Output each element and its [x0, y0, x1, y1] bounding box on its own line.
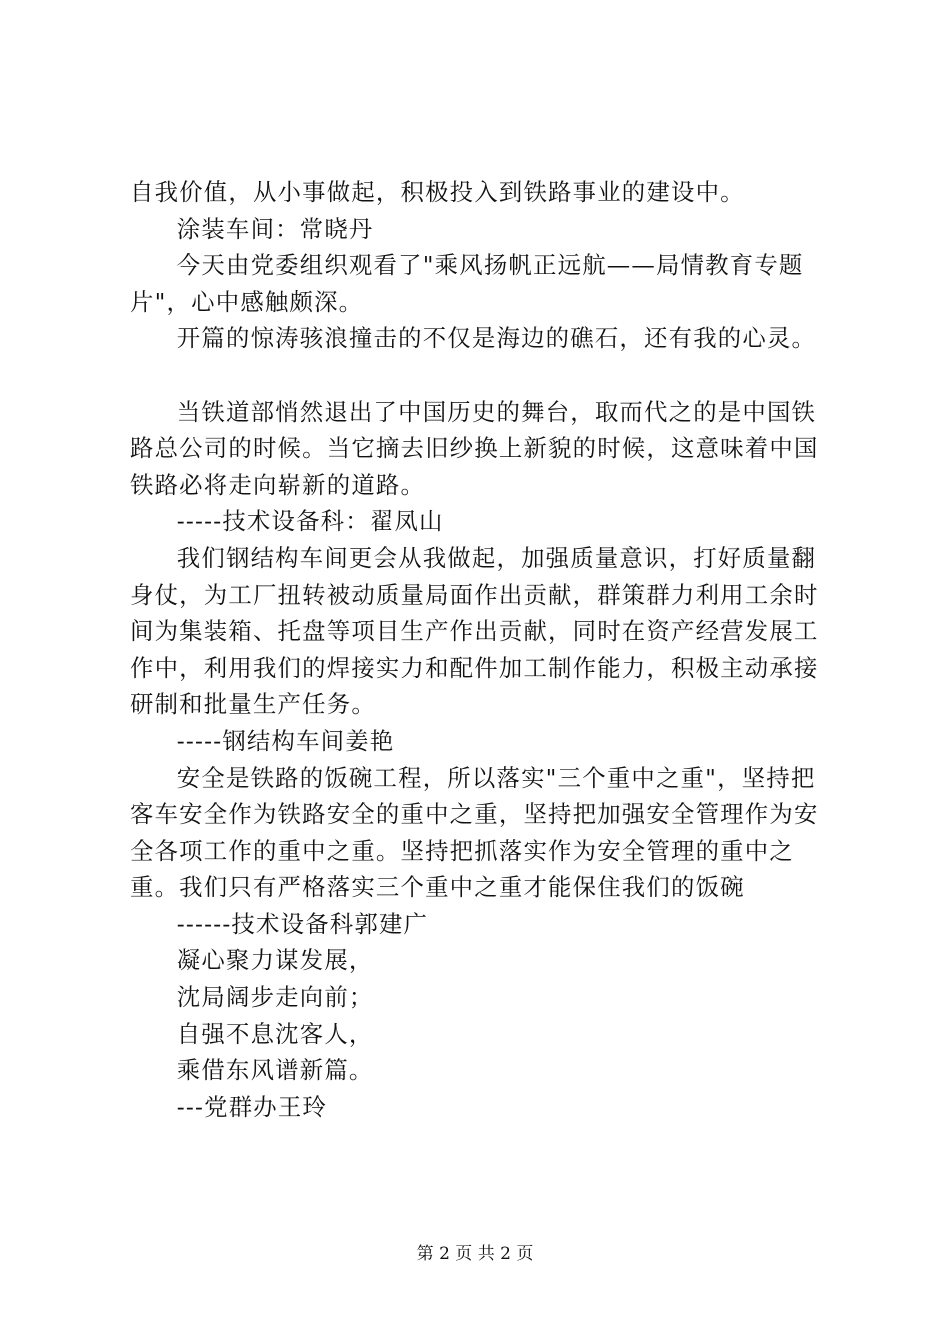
paragraph-intro-continuation: 自我价值，从小事做起，积极投入到铁路事业的建设中。 [130, 178, 745, 206]
poem-line-4: 乘借东风谱新篇。 [176, 1056, 374, 1085]
document-body [130, 174, 830, 1125]
poem-line-2: 沈局阔步走向前； [176, 983, 374, 1012]
blank-line [130, 357, 830, 394]
page-number-footer: 第 2 页 共 2 页 [416, 1244, 534, 1264]
paragraph-steel-workshop: 我们钢结构车间更会从我做起，加强质量意识，打好质量翻身仗，为工厂扭转被动质量局面作出贡献，群策群力利用工余时间为集装箱、托盘等项目生产作出贡献，同时在资产经营发展工作中，利用我们的焊接实力和配件加工制作能力，积极主动承接研制和批量生产任务。 [130, 543, 819, 719]
author-signature-jiang: -----钢结构车间姜艳 [176, 726, 395, 755]
author-signature-wang: ---党群办王玲 [176, 1092, 328, 1121]
poem-line-3: 自强不息沈客人， [176, 1019, 374, 1048]
author-signature-guo: ------技术设备科郭建广 [176, 909, 429, 938]
paragraph-safety: 安全是铁路的饭碗工程，所以落实"三个重中之重"，坚持把客车安全作为铁路安全的重中之重，坚持把加强安全管理作为安全各项工作的重中之重。坚持把抓落实作为安全管理的重中之重。我们只有严格落实三个重中之重才能保住我们的饭碗 [130, 763, 819, 902]
paragraph-opening: 开篇的惊涛骇浪撞击的不仅是海边的礁石，还有我的心灵。 [176, 324, 817, 353]
author-signature-tuzhuang: 涂装车间：常晓丹 [176, 214, 374, 243]
paragraph-railway-history: 当铁道部悄然退出了中国历史的舞台，取而代之的是中国铁路总公司的时候。当它摘去旧纱换上新貌的时候，这意味着中国铁路必将走向崭新的道路。 [130, 397, 819, 499]
poem-line-1: 凝心聚力谋发展， [176, 946, 374, 975]
paragraph-viewing: 今天由党委组织观看了"乘风扬帆正远航——局情教育专题片"，心中感触颇深。 [130, 251, 804, 316]
author-signature-zhai: -----技术设备科：翟凤山 [176, 507, 444, 536]
